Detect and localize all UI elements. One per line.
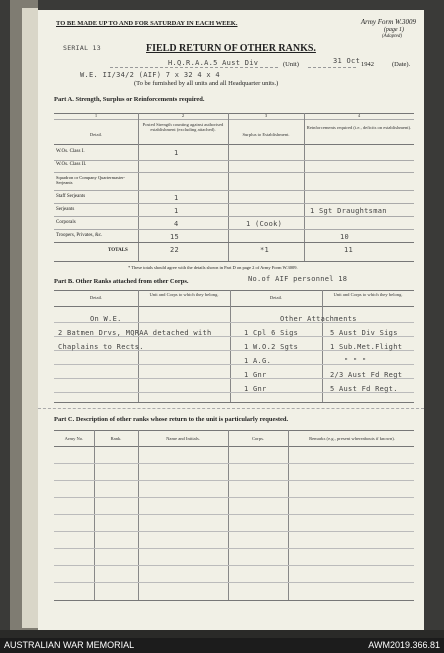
unit-label: (Unit) [283,61,299,68]
part-a-heading: Part A. Strength, Surplus or Reinforcements required. [54,96,205,103]
totals-label: TOTALS [108,248,128,253]
page-number: (page 1) [383,27,404,33]
attached-line: 2 Batmen Drvs, MQRAA detached with [58,329,212,337]
date-label: (Date). [392,61,411,68]
totals-note: * These totals should agree with the details shown in Part D on page 2 of Army Form W.3009. [128,265,298,270]
row-posted: 1 [174,194,179,202]
part-b-col-unit: Unit and Corps to which they belong. [149,292,219,297]
furnish-note: (To be furnished by all units and all Headquarter units.) [134,80,279,87]
col-header-posted: Posted Strength counting against authorised establishment (excluding attached). [142,122,224,132]
attachment-detail: 1 Gnr [244,371,267,379]
document-title: FIELD RETURN OF OTHER RANKS. [146,43,316,54]
attachment-unit: 1 Sub.Met.Flight [330,343,403,351]
part-c-col-name: Name and Initials. [166,436,200,441]
attachment-unit: 2/3 Aust Fd Regt [330,371,403,379]
row-surplus: 1 (Cook) [246,220,283,228]
col-number: 1 [94,113,98,118]
page-shadow [0,630,444,638]
row-detail: W.Os. Class I. [56,149,85,154]
section-divider [38,408,424,409]
aif-personnel-note: No.of AIF personnel 18 [248,275,348,283]
part-c-heading: Part C. Description of other ranks whose return to the unit is particularly requested. [54,416,289,423]
attachment-detail: 1 W.O.2 Sgts [244,343,299,351]
totals-reinforcements: 11 [344,246,354,254]
form-number: Army Form W.3009 [360,18,416,26]
part-c-col-army-no: Army No. [64,436,84,441]
attachment-unit: " " " [344,357,367,365]
attachment-detail: 1 Gnr [244,385,267,393]
row-reinforcements: 10 [340,233,350,241]
binding-inner-strip [22,8,38,628]
row-posted: 15 [170,233,180,241]
row-detail: Staff Serjeants [56,194,86,199]
serial-number: SERIAL 13 [63,44,101,52]
footer-accession-number: AWM2019.366.81 [368,640,440,650]
part-c-col-remarks: Remarks (e.g., present whereabouts if known). [309,436,395,441]
row-detail: Corporals [56,220,76,225]
col-header-detail: Detail. [89,132,103,137]
part-b-col-detail: Detail. [89,295,103,300]
row-detail: Squadron or Company Quartermaster-Serjeants [56,175,126,185]
other-attachments-heading: Other Attachments [280,315,357,323]
footer-institution: AUSTRALIAN WAR MEMORIAL [4,640,135,650]
archive-footer [0,638,444,653]
col-header-surplus: Surplus to Establishment. [242,132,290,137]
row-detail: W.Os. Class II. [56,162,87,167]
part-c-col-corps: Corps. [251,436,265,441]
part-c-col-rank: Rank. [110,436,122,441]
attached-line: On W.E. [90,315,122,323]
col-number: 4 [357,113,361,118]
attachment-unit: 5 Aust Div Sigs [330,329,398,337]
unit-typed: H.Q.R.A.A.5 Aust Div [168,59,259,67]
attached-line: Chaplains to Rects. [58,343,144,351]
row-posted: 4 [174,220,179,228]
part-b-heading: Part B. Other Ranks attached from other Corps. [54,278,189,285]
part-b-col-unit: Unit and Corps to which they belong. [333,292,403,297]
date-year: 1942 [361,61,374,68]
instruction-text: TO BE MADE UP TO AND FOR SATURDAY IN EACH WEEK. [56,20,238,27]
part-b-col-detail: Detail. [269,295,283,300]
row-posted: 1 [174,149,179,157]
col-number: 2 [181,113,185,118]
row-reinforcements: 1 Sgt Draughtsman [310,207,387,215]
date-line [308,67,356,68]
adapted-label: (Adapted) [382,34,402,39]
totals-posted: 22 [170,246,180,254]
attachment-unit: 5 Aust Fd Regt. [330,385,398,393]
war-establishment-typed: W.E. II/34/2 (AIF) 7 x 32 4 x 4 [80,71,220,79]
row-detail: Troopers, Privates, &c. [56,233,103,238]
row-posted: 1 [174,207,179,215]
col-header-reinforcements: Reinforcements required (i.e., deficits on establishment). [306,125,412,130]
col-number: 3 [264,113,268,118]
attachment-detail: 1 Cpl 6 Sigs [244,329,299,337]
attachment-detail: 1 A.G. [244,357,272,365]
unit-line [110,67,278,68]
document-page [38,10,424,630]
row-detail: Serjeants [56,207,75,212]
date-day: 31 Oct [333,57,361,65]
totals-surplus: *1 [260,246,270,254]
